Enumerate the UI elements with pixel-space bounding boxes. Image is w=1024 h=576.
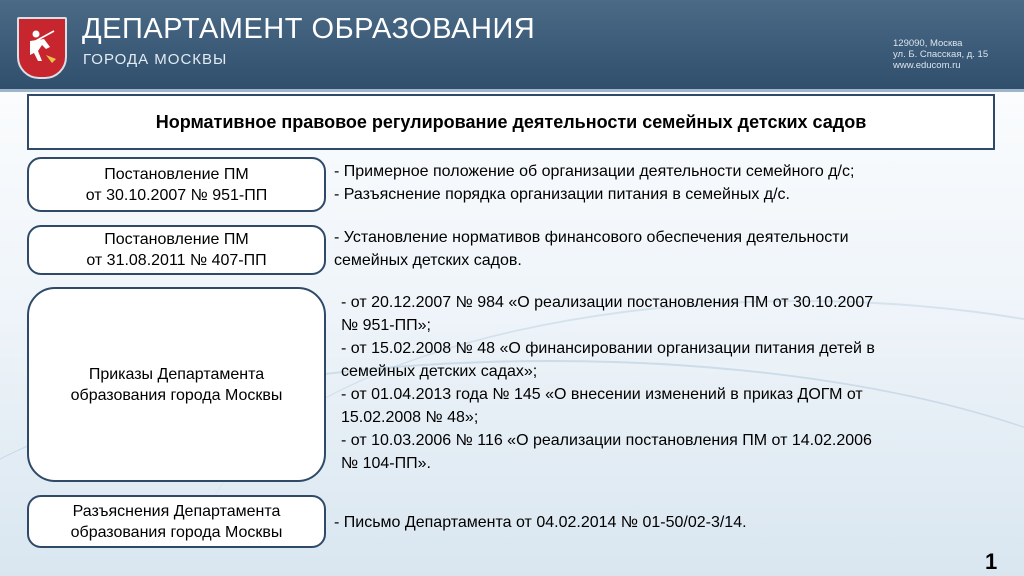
document-description: [341, 291, 875, 475]
document-box-line: Приказы Департамента: [88, 365, 265, 383]
document-box-department-orders: [27, 287, 326, 482]
document-box-line: Постановление ПМ: [104, 231, 249, 248]
description-line: - Разъяснение порядка организации питания в семейных д/с.: [334, 186, 790, 203]
document-box-line: от 31.08.2011 № 407-ПП: [86, 252, 267, 269]
document-box-resolution-951: [27, 157, 326, 212]
document-box-line: Разъяснения Департамента: [72, 502, 281, 520]
address-street: ул. Б. Спасская, д. 15: [893, 49, 989, 60]
document-box-line: от 30.10.2007 № 951-ПП: [85, 186, 268, 204]
address-website: www.educom.ru: [893, 60, 961, 71]
address-postcode: 129090, Москва: [893, 38, 963, 49]
document-box-resolution-407: [27, 225, 326, 275]
department-title: ДЕПАРТАМЕНТ ОБРАЗОВАНИЯ: [82, 13, 536, 45]
department-subtitle: ГОРОДА МОСКВЫ: [83, 51, 228, 68]
description-line: - от 15.02.2008 № 48 «О финансировании организации питания детей в: [341, 340, 875, 357]
document-box-department-clarifications: [27, 495, 326, 548]
document-description: [334, 511, 747, 534]
description-line: - Письмо Департамента от 04.02.2014 № 01-50/02-3/14.: [334, 514, 747, 531]
document-description: [334, 160, 854, 206]
description-line: - Установление нормативов финансового обеспечения деятельности: [334, 229, 849, 246]
header-bar: [0, 0, 1024, 92]
document-box-line: образования города Москвы: [70, 386, 283, 404]
description-line: семейных детских садах»;: [341, 363, 538, 380]
slide-title: Нормативное правовое регулирование деятельности семейных детских садов: [27, 94, 995, 150]
description-line: - от 10.03.2006 № 116 «О реализации постановления ПМ от 14.02.2006: [341, 432, 872, 449]
description-line: - от 01.04.2013 года № 145 «О внесении изменений в приказ ДОГМ от: [341, 386, 863, 403]
page-number: 1: [985, 549, 998, 574]
description-line: 15.02.2008 № 48»;: [341, 409, 479, 426]
description-line: № 104-ПП».: [341, 455, 431, 472]
description-line: - Примерное положение об организации деятельности семейного д/с;: [334, 163, 855, 180]
document-box-line: образования города Москвы: [70, 523, 283, 541]
description-line: № 951-ПП»;: [341, 317, 431, 334]
address-block: [893, 38, 988, 71]
document-description: [334, 226, 849, 272]
moscow-coat-of-arms-icon: [17, 17, 67, 79]
document-box-line: Постановление ПМ: [104, 165, 249, 183]
description-line: семейных детских садов.: [334, 252, 522, 269]
description-line: - от 20.12.2007 № 984 «О реализации постановления ПМ от 30.10.2007: [341, 294, 874, 311]
